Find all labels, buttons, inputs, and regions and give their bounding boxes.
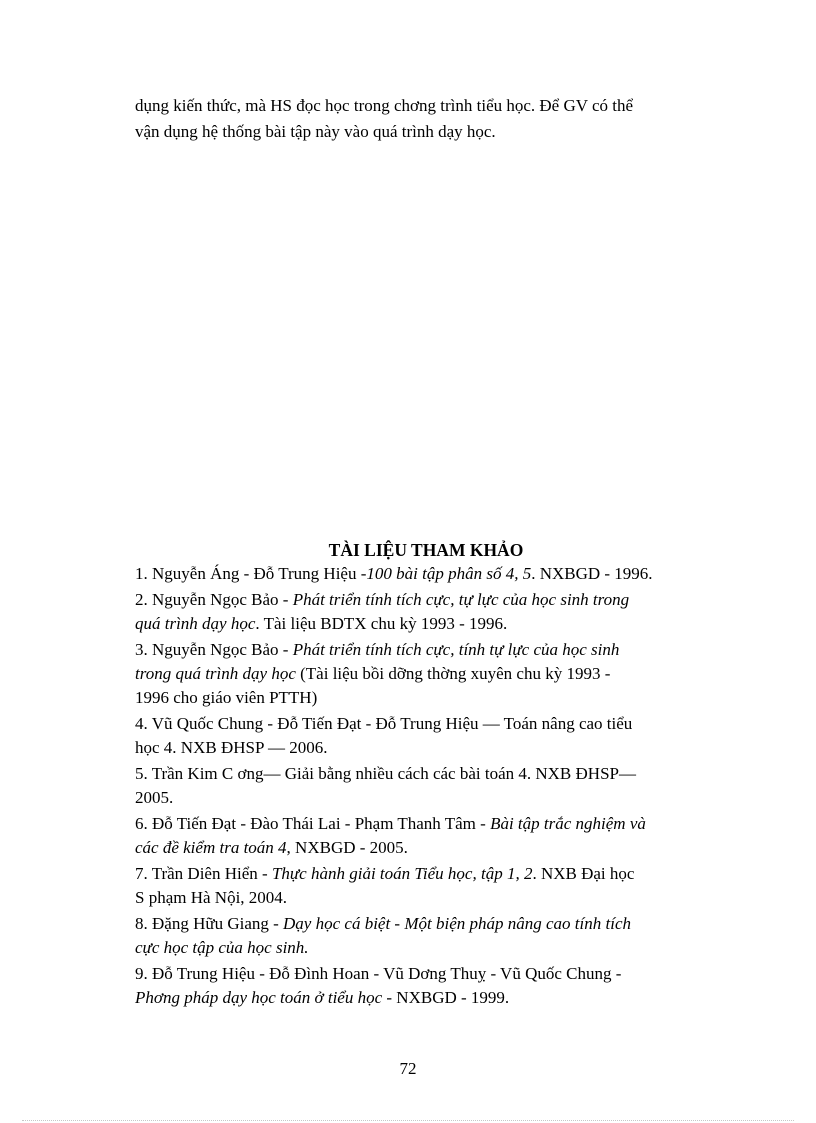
reference-item-2: 2. Nguyễn Ngọc Bảo - Phát triển tính tích cực, tự lực của học sinh trong quá trình dạy học. Tài liệu BDTX chu kỳ 1993 - 1996. bbox=[135, 590, 630, 633]
intro-line-1: dụng kiến thức, mà HS đọc học trong chơng trình tiểu học. Để GV có thể bbox=[135, 96, 634, 115]
reference-list bbox=[135, 562, 717, 1012]
reference-item-9: 9. Đỗ Trung Hiệu - Đỗ Đình Hoan - Vũ Dơng Thuỵ - Vũ Quốc Chung - Phơng pháp dạy học toán ở tiểu học - NXBGD - 1999. bbox=[135, 964, 622, 1007]
reference-item-4: 4. Vũ Quốc Chung - Đỗ Tiến Đạt - Đỗ Trung Hiệu — Toán nâng cao tiểu học 4. NXB ĐHSP — 2006. bbox=[135, 714, 633, 757]
reference-item-7: 7. Trần Diên Hiển - Thực hành giải toán Tiểu học, tập 1, 2. NXB Đại học S phạm Hà Nội, 2004. bbox=[135, 864, 635, 907]
reference-item-3: 3. Nguyễn Ngọc Bảo - Phát triển tính tích cực, tính tự lực của học sinh trong quá trình dạy học (Tài liệu bồi dỡng thờng xuyên chu kỳ 1993 - 1996 cho giáo viên PTTH) bbox=[135, 640, 620, 707]
reference-item-8: 8. Đặng Hữu Giang - Dạy học cá biệt - Một biện pháp nâng cao tính tích cực học tập của học sinh. bbox=[135, 914, 631, 957]
reference-item-5: 5. Trần Kim C ơng— Giải bằng nhiều cách các bài toán 4. NXB ĐHSP— 2005. bbox=[135, 764, 636, 807]
intro-paragraph bbox=[135, 93, 717, 145]
reference-item-1: 1. Nguyễn Áng - Đỗ Trung Hiệu -100 bài tập phân số 4, 5. NXBGD - 1996. bbox=[135, 564, 653, 583]
references-heading: TÀI LIỆU THAM KHẢO bbox=[328, 540, 524, 560]
reference-item-6: 6. Đỗ Tiến Đạt - Đào Thái Lai - Phạm Thanh Tâm - Bài tập trắc nghiệm và các đề kiểm tra toán 4, NXBGD - 2005. bbox=[135, 814, 646, 857]
page-number: 72 bbox=[399, 1059, 417, 1078]
intro-line-2: vận dụng hệ thống bài tập này vào quá trình dạy học. bbox=[135, 122, 496, 141]
page-bottom-divider bbox=[22, 1120, 794, 1121]
